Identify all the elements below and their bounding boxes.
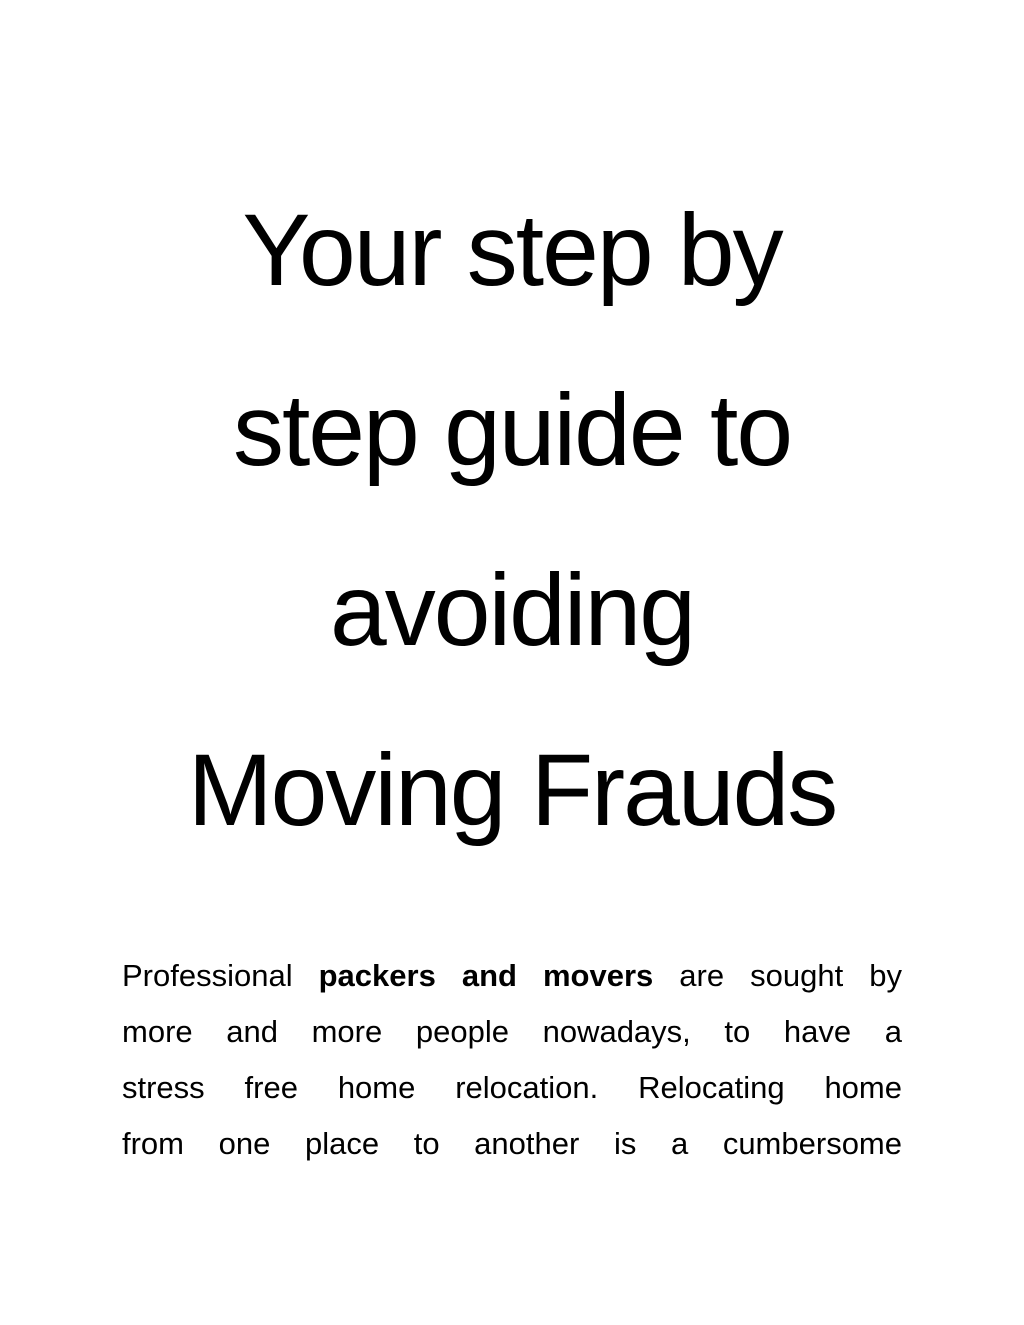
title-line-2: step guide to (232, 373, 792, 487)
keyword-packers-and-movers: packers and movers (318, 958, 654, 993)
title-line-3: avoiding (330, 553, 694, 667)
body-line-1-end: are sought by (653, 958, 902, 993)
body-line-3: stress free home relocation. Relocating home (122, 1070, 902, 1105)
body-paragraph (122, 948, 902, 1172)
body-line-1 (122, 948, 902, 1004)
body-line-2: more and more people nowadays, to have a (122, 1014, 902, 1049)
body-line-1-start: Professional (122, 958, 319, 993)
document-title (60, 160, 964, 880)
body-line-4: from one place to another is a cumbersome (122, 1126, 902, 1161)
title-line-4: Moving Frauds (187, 733, 837, 847)
title-line-1: Your step by (242, 193, 782, 307)
